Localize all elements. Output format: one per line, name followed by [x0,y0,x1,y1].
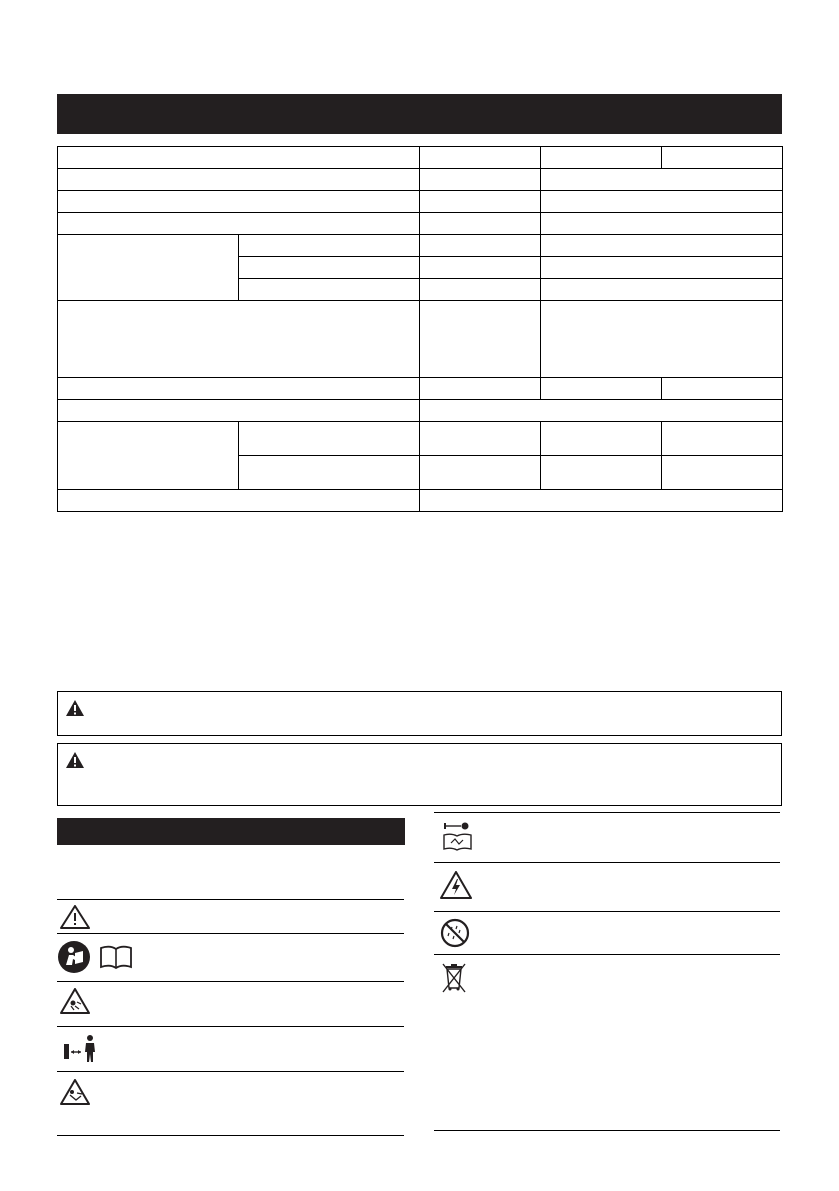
divider [57,1026,404,1027]
table-cell [541,377,662,399]
warning-box-1 [57,691,782,736]
table-cell [420,147,541,169]
table-cell [420,455,541,489]
warning-box-2 [57,743,782,806]
table-row [58,489,783,511]
specifications-header-bar [57,94,782,134]
table-cell [420,399,783,421]
table-cell [541,279,783,301]
table-cell [420,235,541,257]
no-wet-conditions-icon [440,918,470,948]
table-cell [541,213,783,235]
table-cell [541,191,783,213]
weee-crossed-bin-icon [441,962,467,994]
table-row [58,377,783,399]
table-cell [541,169,783,191]
divider [434,812,780,813]
table-row [58,213,783,235]
table-cell [420,279,541,301]
flying-debris-icon [60,988,90,1014]
table-cell [58,301,420,377]
symbols-section-header [57,818,405,845]
table-row [58,421,783,455]
table-cell [662,421,783,455]
table-cell [420,257,541,279]
table-cell [58,213,420,235]
divider [434,911,780,912]
divider [57,981,404,982]
table-row [58,399,783,421]
disconnect-plug-manual-icon [441,819,475,851]
table-cell [541,301,783,377]
divider [57,1071,404,1072]
divider [434,1130,780,1131]
table-cell [239,279,420,301]
table-cell [541,455,662,489]
table-cell [662,147,783,169]
table-cell [541,257,783,279]
table-cell [58,169,420,191]
table-row [58,301,783,377]
divider [434,862,780,863]
table-row [58,147,783,169]
table-cell [58,191,420,213]
table-cell [58,421,239,489]
divider [57,933,404,934]
table-cell [239,421,420,455]
read-manual-icon [57,940,137,974]
table-row [58,235,783,257]
table-cell [420,213,541,235]
table-cell [662,377,783,399]
specifications-table [57,146,783,512]
table-cell [420,489,783,511]
table-cell [541,421,662,455]
warning-triangle-icon [66,700,84,716]
table-cell [420,191,541,213]
safety-alert-icon [60,905,90,929]
table-cell [239,257,420,279]
table-cell [239,455,420,489]
table-row [58,191,783,213]
table-cell [662,455,783,489]
warning-triangle-icon [66,752,84,768]
keep-distance-icon [64,1034,100,1064]
table-cell [58,489,420,511]
electric-shock-icon [440,871,472,899]
table-cell [58,377,420,399]
divider [57,899,404,900]
table-row [58,169,783,191]
table-cell [420,377,541,399]
table-cell [239,235,420,257]
table-cell [420,169,541,191]
table-cell [541,235,783,257]
table-cell [420,301,541,377]
table-cell [541,147,662,169]
kickback-warning-icon [60,1079,90,1105]
divider [57,1135,404,1136]
divider [434,954,780,955]
table-cell [58,399,420,421]
table-cell [58,235,239,301]
table-cell [58,147,420,169]
table-cell [420,421,541,455]
